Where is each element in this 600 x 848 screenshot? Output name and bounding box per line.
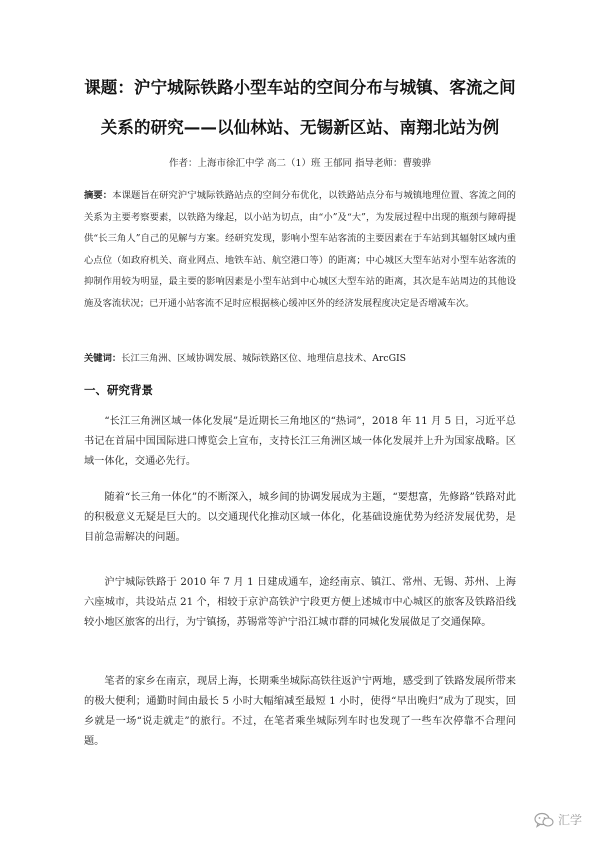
watermark — [534, 811, 582, 828]
keywords-label: 关键词： — [84, 353, 122, 364]
paragraph: 笔者的家乡在南京，现居上海，长期乘坐城际高铁往返沪宁两地，感受到了铁路发展所带来的极大便利；通勤时间由最长 5 小时大幅缩减至最短 1 小时，使得“早出晚归”成为了现实，回乡就是一场“说走就走”的旅行。不过，在笔者乘坐城际列车时也发现了一些车次停靠不合理问题。 — [84, 676, 516, 747]
abstract — [84, 185, 516, 314]
title-line-1: 课题：沪宁城际铁路小型车站的空间分布与城镇、客流之间 — [84, 78, 516, 97]
title-line-2: 关系的研究——以仙林站、无锡新区站、南翔北站为例 — [100, 118, 500, 137]
watermark-text: 汇学 — [557, 813, 582, 827]
keywords-text: 长江三角洲、区域协调发展、城际铁路区位、地理信息技术、ArcGIS — [121, 353, 407, 364]
authors-line: 作者：上海市徐汇中学 高二（1）班 王郁同 指导老师：曹骏骅 — [168, 158, 432, 169]
wechat-icon — [534, 812, 554, 828]
abstract-text: 本课题旨在研究沪宁城际铁路站点的空间分布优化，以铁路站点分布与城镇地理位置、客流之间的关系为主要考察要素，以铁路为缘起，以小站为切点，由“小”及“大”，为发展过程中出现的瓶颈与障碍提供“长三角人”自己的见解与方案。经研究发现，影响小型车站客流的主要因素在于车站到其辐射区域内重心点位（如政府机关、商业网点、地铁车站、航空港口等）的距离；中心城区大型车站对小型车站客流的抑制作用较为明显，最主要的影响因素是小型车站到中心城区大型车站的距离，其次是车站周边的其他设施及客流状况；已开通小站客流不足时应根据核心缓冲区外的经济发展程度决定是否增减车次。 — [84, 190, 516, 309]
abstract-label: 摘要： — [84, 190, 113, 201]
paragraph: 随着“长三角一体化”的不断深入，城乡间的协调发展成为主题，“要想富，先修路”铁路对此的积极意义无疑是巨大的。以交通现代化推动区域一体化，化基础设施优势为经济发展优势，是目前急需解决的问题。 — [84, 492, 516, 543]
paragraph: “长江三角洲区域一体化发展”是近期长三角地区的“热词”，2018 年 11 月 5 日，习近平总书记在首届中国国际进口博览会上宣布，支持长江三角洲区域一体化发展并上升为国家战略。区域一体化，交通必先行。 — [84, 416, 516, 467]
paragraph: 沪宁城际铁路于 2010 年 7 月 1 日建成通车，途经南京、镇江、常州、无锡、苏州、上海六座城市，共设站点 21 个，相较于京沪高铁沪宁段更方便上述城市中心城区的旅客及铁路沿线较小地区旅客的出行，为宁镇扬，苏锡常等沪宁沿江城市群的同城化发展做足了交通保障。 — [84, 577, 516, 628]
keywords — [84, 352, 516, 366]
section-heading: 一、研究背景 — [84, 383, 153, 397]
